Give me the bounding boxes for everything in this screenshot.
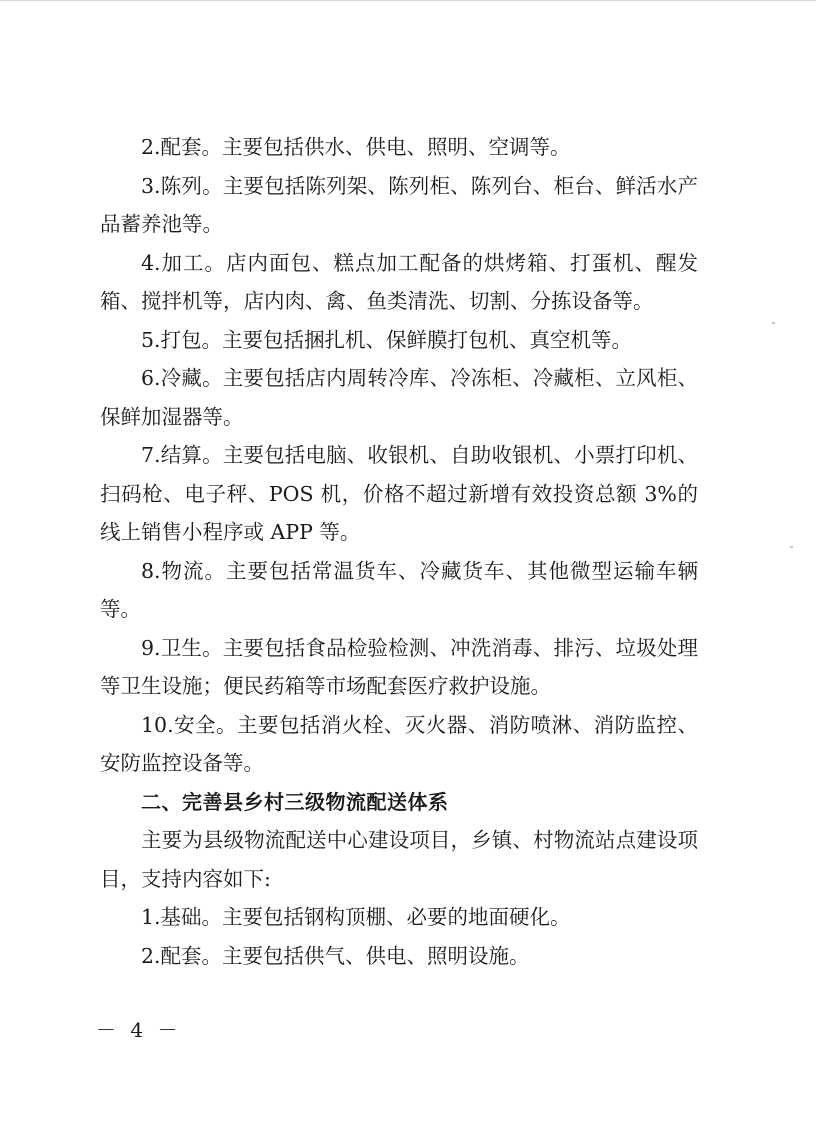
paragraph-section-intro: 主要为县级物流配送中心建设项目，乡镇、村物流站点建设项目，支持内容如下:: [100, 828, 698, 891]
paragraph-processing: 4.加工。店内面包、糕点加工配备的烘烤箱、打蛋机、醒发箱、搅拌机等，店内肉、禽、鱼类清洗、切割、分拣设备等。: [100, 250, 698, 313]
paragraph-section-supporting: 2.配套。主要包括供气、供电、照明设施。: [141, 943, 530, 968]
scan-edge: [0, 0, 816, 1]
paragraph-safety: 10.安全。主要包括消火栓、灭火器、消防喷淋、消防监控、安防监控设备等。: [100, 712, 698, 775]
paragraph-hygiene: 9.卫生。主要包括食品检验检测、冲洗消毒、排污、垃圾处理等卫生设施；便民药箱等市场配套医疗救护设施。: [100, 635, 698, 698]
paragraph-logistics: 8.物流。主要包括常温货车、冷藏货车、其他微型运输车辆等。: [100, 558, 698, 621]
paragraph-display: 3.陈列。主要包括陈列架、陈列柜、陈列台、柜台、鲜活水产品蓄养池等。: [100, 173, 698, 236]
page-number: － 4 －: [96, 1018, 182, 1042]
paragraph-refrigeration: 6.冷藏。主要包括店内周转冷库、冷冻柜、冷藏柜、立风柜、保鲜加湿器等。: [100, 366, 698, 429]
section-heading: 二、完善县乡村三级物流配送体系: [141, 789, 449, 814]
scan-speck: [772, 322, 775, 324]
document-body: [100, 128, 698, 975]
paragraph-supporting-facilities: 2.配套。主要包括供水、供电、照明、空调等。: [141, 135, 571, 159]
paragraph-packing: 5.打包。主要包括捆扎机、保鲜膜打包机、真空机等。: [141, 327, 633, 352]
scan-speck: [790, 546, 793, 548]
paragraph-foundation: 1.基础。主要包括钢构顶棚、必要的地面硬化。: [141, 905, 571, 929]
paragraph-settlement: 7.结算。主要包括电脑、收银机、自助收银机、小票打印机、扫码枪、电子秤、POS 机，价格不超过新增有效投资总额 3%的线上销售小程序或 APP 等。: [100, 443, 698, 544]
